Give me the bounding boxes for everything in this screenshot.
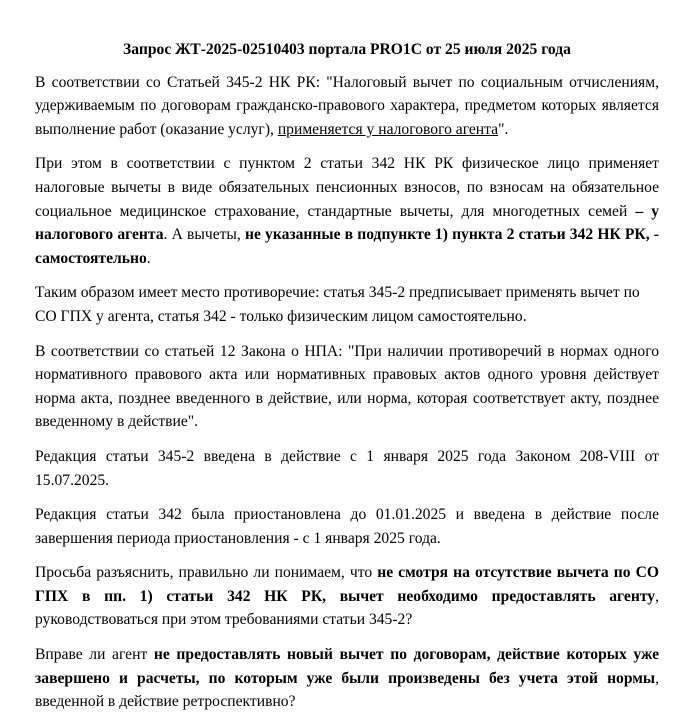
paragraph-contradiction: Таким образом имеет место противоречие: статья 345-2 предписывает применять вычет по СО ГПХ у агента, статья 342 - только физическим лицом самостоятельно. <box>35 284 640 325</box>
p2-text-2: . А вычеты, <box>163 226 241 244</box>
p7-bold: не смотря на отсутствие вычета по СО ГПХ в пп. 1) статьи 342 НК РК, вычет необходимо предоставлять агенту <box>35 564 660 605</box>
paragraph-agent-question <box>35 643 659 714</box>
p2-bold-1: – у налогового агента <box>35 202 659 244</box>
paragraph-clarification-request <box>35 561 659 632</box>
p1-text-2: ". <box>498 120 509 138</box>
p8-text-1: Вправе ли агент <box>35 646 148 664</box>
p2-bold-2: не указанные в подпункте 1) пункта 2 статьи 342 НК РК, - самостоятельно <box>35 226 659 267</box>
p7-text-1: Просьба разъяснить, правильно ли понимаем, что <box>35 564 373 582</box>
p1-text-1: В соответствии со Статьей 345-2 НК РК: "Налоговый вычет по социальным отчислениям, удерживаемым по договорам гражданско-правового характера, предметом которых является выполнение работ (оказание услуг), <box>35 73 659 138</box>
paragraph-345-2-edition: Редакция статьи 345-2 введена в действие с 1 января 2025 года Законом 208-VIII от 15.07.2025. <box>35 447 659 489</box>
p2-text-3: . <box>146 249 151 267</box>
paragraph-npa-law: В соответствии со статьей 12 Закона о НПА: "При наличии противоречий в нормах одного нормативного правового акта или нормативных правовых актов одного уровня действует норма акта, позднее введенного в действие, или норма, которая соответствует акту, позднее введенному в действие". <box>35 342 659 431</box>
paragraph-article-345-2 <box>35 71 659 142</box>
p1-underlined-text: применяется у налогового агента <box>277 120 499 138</box>
document-title: Запрос ЖТ-2025-02510403 портала PRO1C от 25 июля 2025 года <box>123 41 571 58</box>
p7-text-2: , руководствоваться при этом требованиями статьи 345-2? <box>35 587 659 629</box>
p2-text-1: При этом в соответствии с пунктом 2 статьи 342 НК РК физическое лицо применяет налоговые вычеты в виде обязательных пенсионных взносов, по взносам на обязательное социальное медицинское страхование, стандартные вычеты, для многодетных семей <box>35 155 659 220</box>
p8-text-2: , введенной в действие ретроспективно? <box>35 669 659 711</box>
paragraph-342-edition: Редакция статьи 342 была приостановлена до 01.01.2025 и введена в действие после завершения периода приостановления - с 1 января 2025 года. <box>35 506 659 547</box>
paragraph-article-342 <box>35 152 659 270</box>
p8-bold: не предоставлять новый вычет по договорам, действие которых уже завершено и расчеты, по которым уже были произведены без учета этой нормы <box>35 646 659 687</box>
